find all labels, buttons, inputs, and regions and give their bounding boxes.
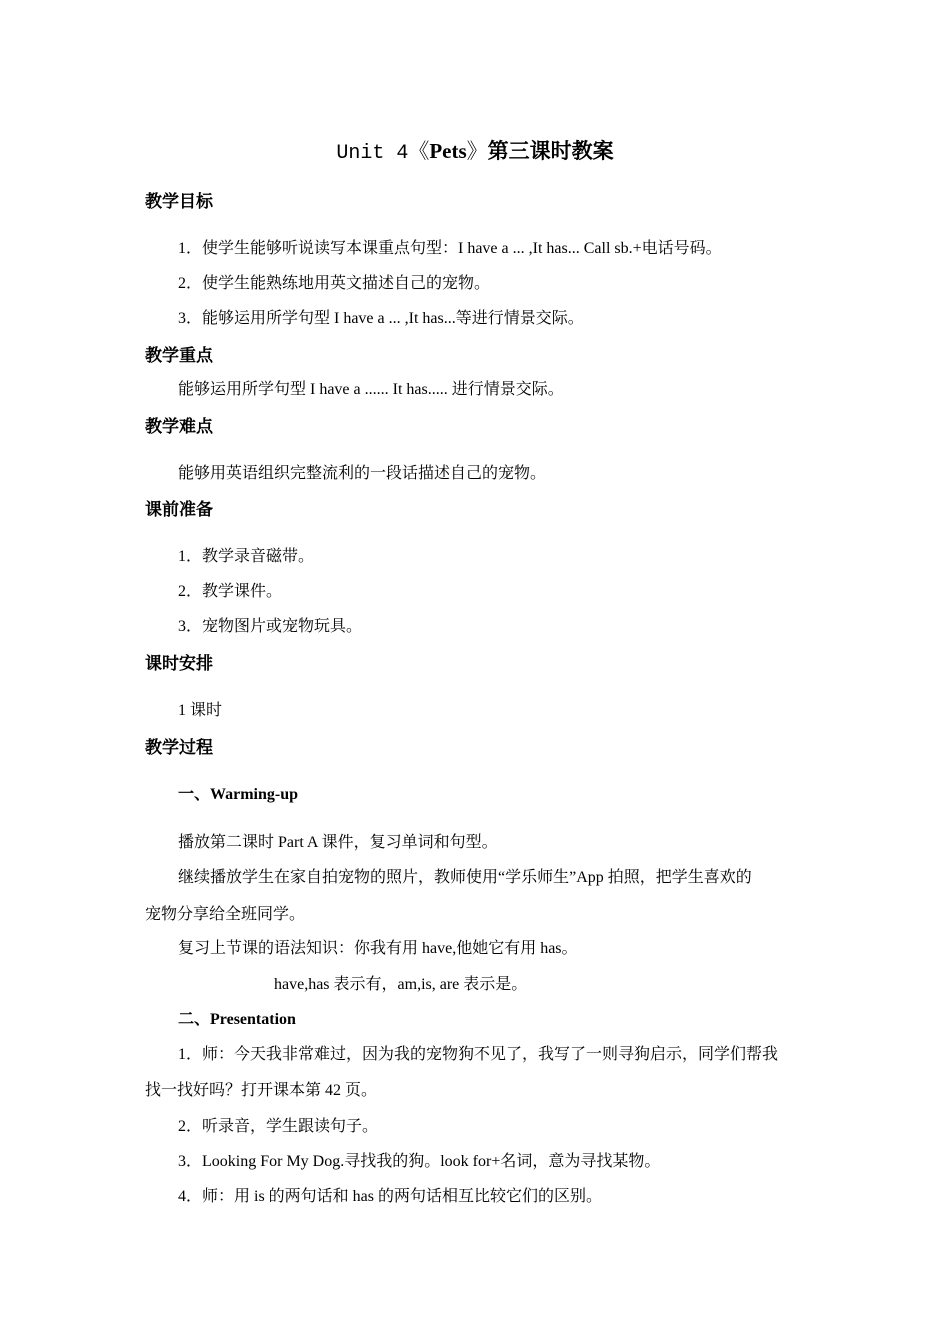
title-pets: Pets <box>429 139 467 163</box>
warmup-title: 一、Warming-up <box>178 786 299 803</box>
difficulties-text: 能够用英语组织完整流利的一段话描述自己的宠物。 <box>178 465 547 482</box>
schedule-heading: 课时安排 <box>145 654 213 674</box>
schedule-text: 1 课时 <box>178 702 223 719</box>
preparation-heading: 课前准备 <box>145 500 213 520</box>
objective-item-2: 2．使学生能熟练地用英文描述自己的宠物。 <box>178 275 491 292</box>
warmup-paragraph-2-line-2: 宠物分享给全班同学。 <box>145 906 306 923</box>
title-close-quote: 》 <box>466 139 488 163</box>
presentation-item-1-line-1: 1．师：今天我非常难过，因为我的宠物狗不见了，我写了一则寻狗启示，同学们帮我 <box>178 1046 779 1063</box>
key-points-text: 能够运用所学句型 I have a ...... It has..... 进行情景交际。 <box>178 381 564 398</box>
preparation-item-3: 3．宠物图片或宠物玩具。 <box>178 618 363 635</box>
preparation-item-2: 2．教学课件。 <box>178 583 283 600</box>
key-points-heading: 教学重点 <box>145 346 213 366</box>
warmup-paragraph-1: 播放第二课时 Part A 课件，复习单词和句型。 <box>178 834 498 851</box>
preparation-item-1: 1．教学录音磁带。 <box>178 548 315 565</box>
process-heading: 教学过程 <box>145 738 213 758</box>
warmup-paragraph-2-line-1: 继续播放学生在家自拍宠物的照片，教师使用“学乐师生”App 拍照，把学生喜欢的 <box>178 869 752 886</box>
warmup-paragraph-4: have,has 表示有，am,is, are 表示是。 <box>274 976 528 993</box>
title-rest: 第三课时教案 <box>487 139 614 163</box>
document-title <box>0 138 950 167</box>
difficulties-heading: 教学难点 <box>145 417 213 437</box>
objectives-heading: 教学目标 <box>145 192 213 212</box>
warmup-paragraph-3: 复习上节课的语法知识：你我有用 have,他她它有用 has。 <box>178 940 578 957</box>
presentation-item-1-line-2: 找一找好吗？打开课本第 42 页。 <box>145 1082 378 1099</box>
presentation-title: 二、Presentation <box>178 1011 296 1028</box>
presentation-item-2: 2．听录音，学生跟读句子。 <box>178 1118 379 1135</box>
title-open-quote: 《 <box>408 139 430 163</box>
title-unit: Unit 4 <box>336 142 409 165</box>
objective-item-3: 3．能够运用所学句型 I have a ... ,It has...等进行情景交际。 <box>178 310 584 327</box>
objective-item-1: 1．使学生能够听说读写本课重点句型：I have a ... ,It has... Call sb.+电话号码。 <box>178 240 722 257</box>
presentation-item-4: 4．师：用 is 的两句话和 has 的两句话相互比较它们的区别。 <box>178 1188 603 1205</box>
presentation-item-3: 3．Looking For My Dog.寻找我的狗。look for+名词，意为寻找某物。 <box>178 1153 661 1170</box>
